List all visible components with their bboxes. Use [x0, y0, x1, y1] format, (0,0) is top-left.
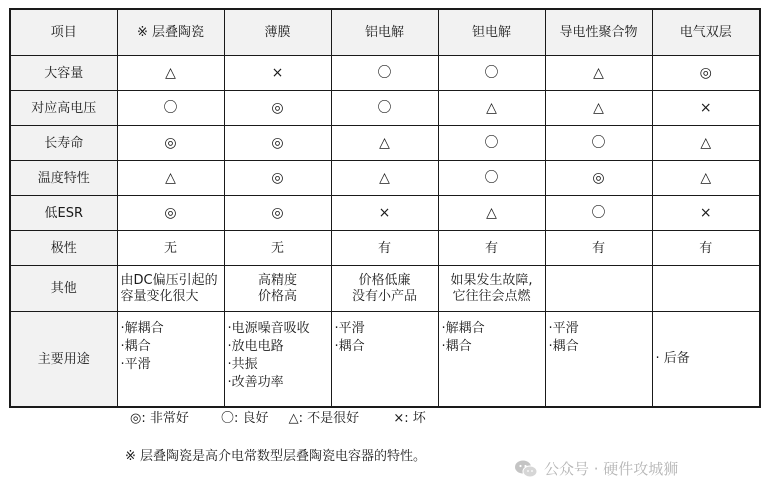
polarity-cell: 无: [117, 231, 224, 266]
rating-cell: 〇: [545, 196, 652, 231]
table-row: [10, 196, 760, 231]
rating-cell: ◎: [117, 196, 224, 231]
note-line: 容量变化很大: [120, 288, 199, 304]
rating-cell: △: [331, 161, 438, 196]
row-label: 对应高电压: [10, 91, 117, 126]
rating-cell: ◎: [224, 161, 331, 196]
note-line: 价格低廉: [358, 272, 411, 288]
rating-cell: 〇: [438, 126, 545, 161]
row-label: 低ESR: [10, 196, 117, 231]
rating-cell: △: [438, 196, 545, 231]
rating-cell: △: [652, 126, 760, 161]
rating-cell: △: [438, 91, 545, 126]
legend-poor: △: 不是很好: [288, 411, 360, 426]
header-polymer: 导电性聚合物: [545, 9, 652, 56]
header-aluminum: 铝电解: [331, 9, 438, 56]
header-tantalum: 钽电解: [438, 9, 545, 56]
rating-cell: 〇: [438, 56, 545, 91]
rating-cell: ◎: [224, 196, 331, 231]
note-line: 如果发生故障,: [450, 272, 533, 288]
polarity-cell: 有: [438, 231, 545, 266]
use-item: ·平滑: [120, 357, 151, 372]
capacitor-comparison-table-wrap: [9, 8, 759, 408]
rating-cell: △: [331, 126, 438, 161]
use-item: · 后备: [655, 351, 690, 366]
table-row: [10, 91, 760, 126]
uses-cell: [224, 312, 331, 408]
header-film: 薄膜: [224, 9, 331, 56]
note-cell: [117, 266, 224, 312]
rating-cell: ×: [652, 91, 760, 126]
rating-cell: ×: [652, 196, 760, 231]
use-item: ·耦合: [334, 339, 365, 354]
header-row: [10, 9, 760, 56]
uses-cell: [331, 312, 438, 408]
row-label: 温度特性: [10, 161, 117, 196]
polarity-cell: 有: [545, 231, 652, 266]
table-row: [10, 231, 760, 266]
footnote: ※ 层叠陶瓷是高介电常数型层叠陶瓷电容器的特性。: [125, 449, 427, 464]
rating-cell: ◎: [652, 56, 760, 91]
note-cell-empty: [652, 266, 760, 312]
rating-cell: △: [545, 56, 652, 91]
uses-cell: [545, 312, 652, 408]
use-item: ·解耦合: [441, 321, 485, 336]
use-item: ·电源噪音吸收: [227, 321, 310, 336]
note-line: 价格高: [257, 288, 297, 304]
header-ceramic: ※ 层叠陶瓷: [117, 9, 224, 56]
note-line: 没有小产品: [351, 288, 417, 304]
uses-cell: [117, 312, 224, 408]
watermark: [514, 458, 678, 479]
legend-good: 〇: 良好: [221, 411, 269, 426]
rating-cell: ◎: [224, 91, 331, 126]
rating-cell: △: [652, 161, 760, 196]
legend-bad: ×: 坏: [393, 411, 426, 426]
use-item: ·共振: [227, 357, 258, 372]
rating-cell: ×: [224, 56, 331, 91]
note-cell: [438, 266, 545, 312]
note-cell: [331, 266, 438, 312]
wechat-icon: [514, 459, 538, 479]
legend-excellent: ◎: 非常好: [130, 411, 189, 426]
use-item: ·耦合: [441, 339, 472, 354]
capacitor-comparison-table: [9, 8, 761, 408]
header-edlc: 电气双层: [652, 9, 760, 56]
note-line: 高精度: [257, 272, 297, 288]
row-label: 长寿命: [10, 126, 117, 161]
row-label: 大容量: [10, 56, 117, 91]
legend: [130, 407, 426, 426]
note-line: 由DC偏压引起的: [120, 272, 218, 288]
use-item: ·改善功率: [227, 375, 284, 390]
rating-cell: ◎: [117, 126, 224, 161]
table-row: [10, 161, 760, 196]
use-item: ·放电电路: [227, 339, 284, 354]
rating-cell: △: [117, 56, 224, 91]
note-cell-empty: [545, 266, 652, 312]
polarity-cell: 有: [331, 231, 438, 266]
use-item: ·平滑: [334, 321, 365, 336]
watermark-text: 公众号 · 硬件攻城狮: [544, 460, 679, 478]
rating-cell: ◎: [545, 161, 652, 196]
uses-cell: [438, 312, 545, 408]
use-item: ·耦合: [548, 339, 579, 354]
rating-cell: 〇: [438, 161, 545, 196]
table-row-uses: [10, 312, 760, 408]
row-label: 极性: [10, 231, 117, 266]
row-label: 主要用途: [10, 312, 117, 408]
note-cell: [224, 266, 331, 312]
rating-cell: △: [117, 161, 224, 196]
use-item: ·平滑: [548, 321, 579, 336]
table-row: [10, 126, 760, 161]
rating-cell: ◎: [224, 126, 331, 161]
header-item: 项目: [10, 9, 117, 56]
rating-cell: 〇: [545, 126, 652, 161]
table-row: [10, 56, 760, 91]
table-row-other: [10, 266, 760, 312]
rating-cell: ×: [331, 196, 438, 231]
note-line: 它往往会点燃: [452, 288, 531, 304]
rating-cell: 〇: [117, 91, 224, 126]
uses-cell: [652, 312, 760, 408]
rating-cell: △: [545, 91, 652, 126]
use-item: ·耦合: [120, 339, 151, 354]
rating-cell: 〇: [331, 91, 438, 126]
rating-cell: 〇: [331, 56, 438, 91]
polarity-cell: 有: [652, 231, 760, 266]
polarity-cell: 无: [224, 231, 331, 266]
row-label: 其他: [10, 266, 117, 312]
use-item: ·解耦合: [120, 321, 164, 336]
